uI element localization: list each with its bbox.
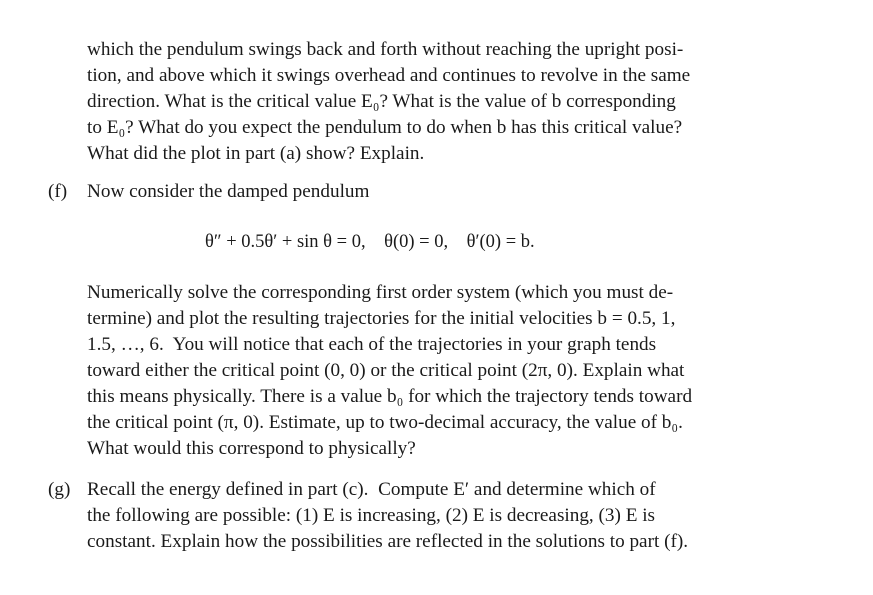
intro-line: What did the plot in part (a) show? Explain.	[87, 143, 425, 164]
intro-line: tion, and above which it swings overhead and continues to revolve in the same	[87, 65, 691, 86]
intro-line: to E₀? What do you expect the pendulum to do when b has this critical value?	[87, 117, 683, 138]
part-g-line: constant. Explain how the possibilities are reflected in the solutions to part (f).	[87, 531, 689, 552]
intro-line: direction. What is the critical value E₀? What is the value of b corresponding	[87, 91, 676, 112]
part-f-body-line: toward either the critical point (0, 0) or the critical point (2π, 0). Explain what	[87, 360, 685, 381]
part-f-label: (f)	[48, 181, 68, 202]
part-g-line: the following are possible: (1) E is increasing, (2) E is decreasing, (3) E is	[87, 505, 656, 526]
part-f-body-line: the critical point (π, 0). Estimate, up to two-decimal accuracy, the value of b₀.	[87, 412, 683, 433]
part-f-body-line: What would this correspond to physically?	[87, 438, 416, 459]
part-f-body-line: Numerically solve the corresponding first order system (which you must de-	[87, 282, 674, 303]
damped-pendulum-equation: θ″ + 0.5θ′ + sin θ = 0, θ(0) = 0, θ′(0) = b.	[205, 232, 535, 252]
part-f-body-line: this means physically. There is a value b₀ for which the trajectory tends toward	[87, 386, 693, 407]
part-f-body-line: termine) and plot the resulting trajectories for the initial velocities b = 0.5, 1,	[87, 308, 676, 329]
intro-line: which the pendulum swings back and forth without reaching the upright posi-	[87, 39, 684, 60]
part-g-label: (g)	[48, 479, 71, 500]
part-f-body-line: 1.5, …, 6. You will notice that each of the trajectories in your graph tends	[87, 334, 657, 355]
part-g-line: Recall the energy defined in part (c). Compute E′ and determine which of	[87, 479, 656, 500]
part-f-first-line: Now consider the damped pendulum	[87, 181, 370, 202]
